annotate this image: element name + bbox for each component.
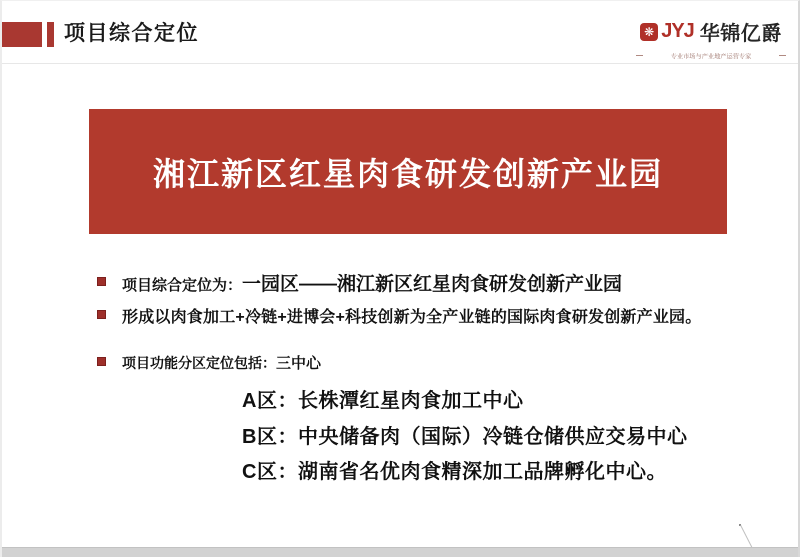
- zone-c-line: C区：湖南省名优肉食精深加工品牌孵化中心。: [242, 461, 667, 483]
- pen-cursor-mark: [740, 525, 752, 548]
- header-divider: [2, 63, 798, 64]
- title-banner: [89, 109, 727, 234]
- bullet-item-positioning: [122, 269, 622, 296]
- page-title: 项目综合定位: [64, 22, 199, 45]
- header-accent-bar: [47, 22, 54, 47]
- bullet1-emphasis: 一园区——湘江新区红星肉食研发创新产业园: [242, 274, 623, 295]
- bullet1-prefix: 项目综合定位为：: [122, 277, 243, 294]
- logo-brand-latin: JYJ: [661, 20, 694, 42]
- bullet-square-icon: [97, 357, 106, 366]
- bullet3-prefix: 项目功能分区定位包括：: [122, 355, 276, 371]
- tagline-rule-right: [779, 55, 786, 56]
- zone-a-line: A区：长株潭红星肉食加工中心: [242, 390, 524, 412]
- banner-title: 湘江新区红星肉食研发创新产业园: [152, 155, 663, 192]
- company-logo: [636, 17, 786, 63]
- bullet-item-industry-chain: [122, 304, 701, 327]
- bottom-edge-strip: [2, 547, 798, 557]
- logo-tagline: 专业市场与产业地产运营专家: [670, 53, 752, 61]
- logo-emblem-icon: ❋: [640, 23, 658, 41]
- logo-brand-chinese: 华锦亿爵: [699, 23, 782, 45]
- bullet3-emphasis: 三中心: [276, 355, 322, 372]
- bullet-square-icon: [97, 310, 106, 319]
- zone-b-line: B区：中央储备肉（国际）冷链仓储供应交易中心: [242, 426, 688, 448]
- bullet-item-functional-zones: [122, 352, 321, 373]
- bullet2-text: 形成以肉食加工+冷链+进博会+科技创新为全产业链的国际肉食研发创新产业园。: [122, 309, 702, 326]
- tagline-rule-left: [636, 55, 643, 56]
- bullet-square-icon: [97, 277, 106, 286]
- header-accent-block: [2, 22, 42, 47]
